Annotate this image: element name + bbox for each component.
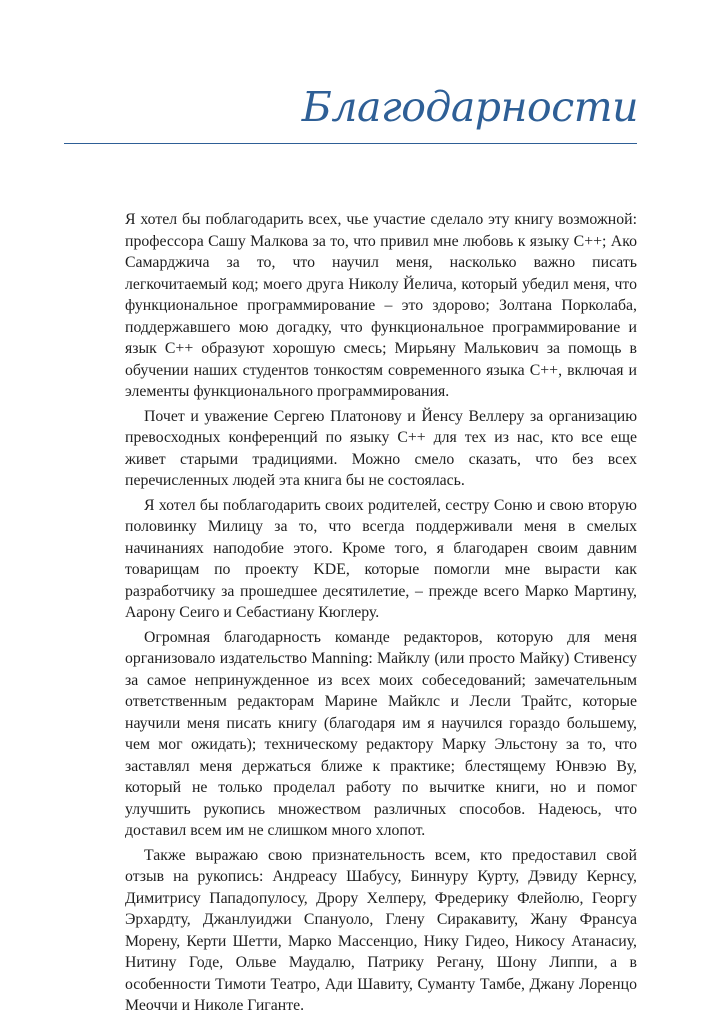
- paragraph: Огромная благодарность команде редакторов, которую для меня организовало издательство Manning: Майклу (или просто Майку) Стивенсу за самое непринужденное из всех моих собеседований; замечательным ответственным редакторам Марине Майклс и Лесли Трайтс, которые научили меня писать книгу (благодаря им я научился гораздо большему, чем мог ожидать); техническому редактору Марку Эльстону за то, что заставлял меня держаться ближе к практике; блестящему Юнвэю Ву, который не только проделал работу по вычитке книги, но и помог улучшить рукопись множеством различных способов. Надеюсь, что доставил всем им не слишком много хлопот.: [125, 628, 637, 839]
- paragraph: Я хотел бы поблагодарить всех, чье участие сделало эту книгу возможной: профессора Сашу Малкова за то, что привил мне любовь к языку C++; Ако Самарджича за то, что научил меня, насколько важно писать легкочитаемый код; моего друга Николу Йелича, который убедил меня, что функциональное программирование – это здорово; Золтана Порколаба, поддержавшего мою догадку, что функциональное программирование и язык C++ образуют хорошую смесь; Мирьяну Малькович за помощь в обучении наших студентов тонкостям современного языка C++, включая и элементы функционального программирования.: [125, 211, 637, 400]
- paragraph: Почет и уважение Сергею Платонову и Йенсу Веллеру за организацию превосходных конференций по языку C++ для тех из нас, кто все еще живет старыми традициями. Можно смело сказать, что без всех перечисленных людей эта книга бы не состоялась.: [125, 407, 637, 489]
- paragraph: Также выражаю свою признательность всем, кто предоставил свой отзыв на рукопись: Андреасу Шабусу, Биннуру Курту, Дэвиду Кернсу, Димитрису Пападопулосу, Дрору Хелперу, Фредерику Флейолю, Георгу Эрхардту, Джанлуиджи Спануоло, Глену Сиракавиту, Жану Франсуа Морену, Керти Шетти, Марко Массенцио, Нику Гидео, Никосу Атанасиу, Нитину Годе, Ольве Маудалю, Патрику Регану, Шону Липпи, а в особенности Тимоти Театро, Ади Шавиту, Суманту Тамбе, Джану Лоренцо Меоччи и Николе Гиганте.: [125, 846, 637, 1014]
- heading-underline-rule: [64, 143, 637, 144]
- acknowledgements-body: [125, 209, 637, 1020]
- chapter-heading: Благодарности: [301, 83, 638, 131]
- paragraph: Я хотел бы поблагодарить своих родителей, сестру Соню и свою вторую половинку Милицу за то, что всегда поддерживали меня в смелых начинаниях наподобие этого. Кроме того, я благодарен своим давним товарищам по проекту KDE, которые помогли мне вырасти как разработчику за прошедшее десятилетие, – прежде всего Марко Мартину, Аарону Сеиго и Себастиану Кюглеру.: [125, 496, 637, 621]
